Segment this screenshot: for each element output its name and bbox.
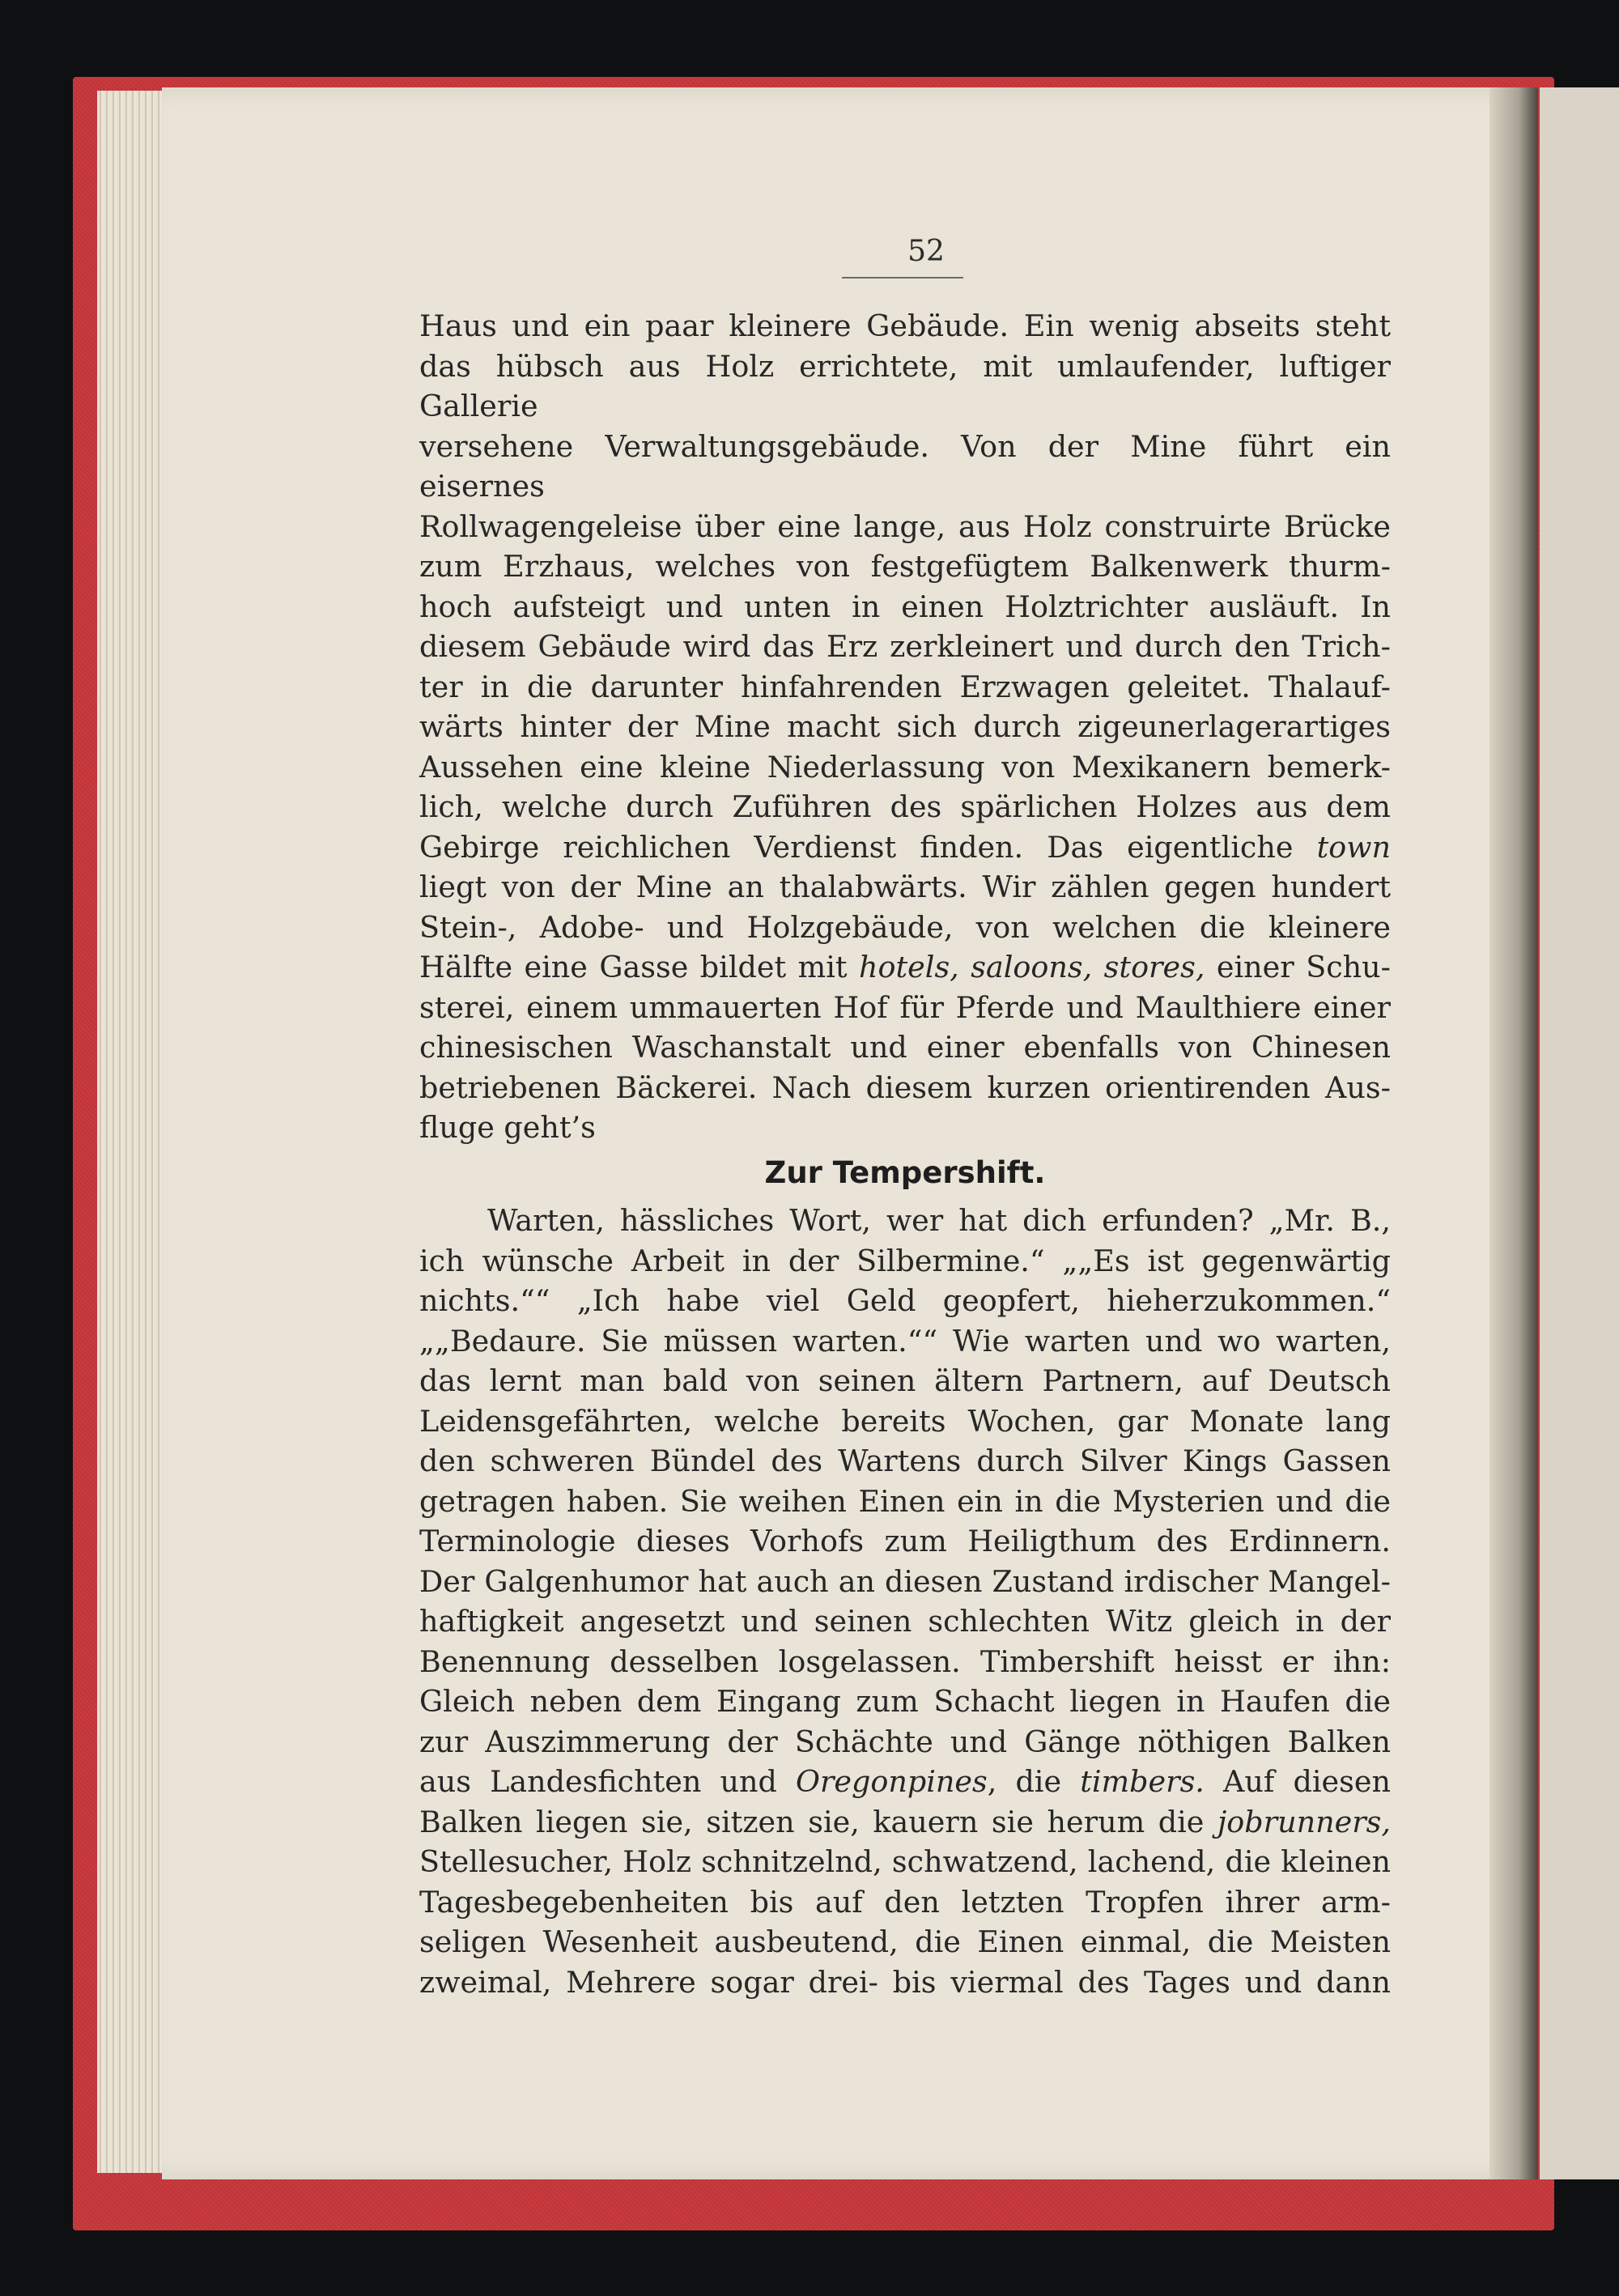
text-line: Warten, hässliches Wort, wer hat dich erfunden? „Mr. B.,: [487, 1203, 1391, 1238]
text-line: haftigkeit angesetzt und seinen schlechten Witz gleich in der: [419, 1604, 1391, 1639]
next-page-edge: [1540, 87, 1619, 2179]
text-line: ter in die darunter hinfahrenden Erzwagen geleitet. Thalauf-: [419, 669, 1391, 704]
text-line: Tagesbegebenheiten bis auf den letzten Tropfen ihrer arm-: [419, 1884, 1391, 1920]
text-span: einer Schu-: [1205, 950, 1391, 984]
text-span: Hälfte eine Gasse bildet mit: [419, 950, 860, 984]
italic-term: Oregonpines: [796, 1764, 988, 1799]
italic-term: town: [1316, 829, 1391, 865]
text-line: ich wünsche Arbeit in der Silbermine.“ „„Es ist gegenwärtig: [419, 1243, 1391, 1278]
body-text: [419, 306, 1391, 2002]
text-line: [419, 1762, 1391, 1802]
text-line: zur Auszimmerung der Schächte und Gänge nöthigen Balken: [419, 1724, 1391, 1759]
text-line: hoch aufsteigt und unten in einen Holztrichter ausläuft. In: [419, 589, 1391, 624]
text-line: Rollwagengeleise über eine lange, aus Holz construirte Brücke: [419, 508, 1391, 544]
text-line: Stellesucher, Holz schnitzelnd, schwatzend, lachend, die kleinen: [419, 1844, 1391, 1879]
text-line: Aussehen eine kleine Niederlassung von Mexikanern bemerk-: [419, 749, 1391, 784]
text-line: zum Erzhaus, welches von festgefügtem Balkenwerk thurm-: [419, 549, 1391, 584]
text-line: nichts.““ „Ich habe viel Geld geopfert, hieherzukommen.“: [419, 1283, 1391, 1318]
text-line: betriebenen Bäckerei. Nach diesem kurzen orientirenden Aus-: [419, 1069, 1391, 1105]
text-line: getragen haben. Sie weihen Einen ein in die Mysterien und die: [419, 1483, 1391, 1519]
italic-term: timbers.: [1080, 1764, 1205, 1799]
italic-term: hotels, saloons, stores,: [859, 950, 1205, 984]
text-line: das hübsch aus Holz errichtete, mit umlaufender, luftiger Gallerie: [419, 348, 1391, 423]
text-span: aus Landesfichten und: [419, 1764, 797, 1799]
text-line: Gleich neben dem Eingang zum Schacht liegen in Haufen die: [419, 1684, 1391, 1719]
text-line: sterei, einem ummauerten Hof für Pferde und Maulthiere einer: [419, 989, 1391, 1025]
section-heading: Zur Tempershift.: [764, 1154, 1046, 1190]
text-line: zweimal, Mehrere sogar drei- bis viermal des Tages und dann: [419, 1964, 1391, 2000]
italic-term: jobrunners,: [1217, 1804, 1391, 1839]
text-line: den schweren Bündel des Wartens durch Silver Kings Gassen: [419, 1444, 1391, 1478]
page-number-rule: [842, 277, 963, 278]
text-span: Auf diesen: [1204, 1764, 1391, 1799]
text-line: wärts hinter der Mine macht sich durch zigeunerlagerartiges: [419, 709, 1391, 744]
text-line: Der Galgenhumor hat auch an diesen Zustand irdischer Mangel-: [419, 1563, 1391, 1599]
text-line: Terminologie dieses Vorhofs zum Heiligthum des Erdinnern.: [419, 1524, 1391, 1558]
text-line: [419, 947, 1391, 988]
text-line: liegt von der Mine an thalabwärts. Wir zählen gegen hundert: [419, 870, 1391, 904]
text-line: diesem Gebäude wird das Erz zerkleinert und durch den Trich-: [419, 629, 1391, 664]
text-line: [419, 827, 1391, 868]
text-span: Gebirge reichlichen Verdienst finden. Das eigentliche: [419, 829, 1317, 865]
text-line: Benennung desselben losgelassen. Timbershift heisst er ihn:: [419, 1643, 1391, 1679]
text-line: das lernt man bald von seinen ältern Partnern, auf Deutsch: [419, 1363, 1391, 1398]
text-line: chinesischen Waschanstalt und einer ebenfalls von Chinesen: [419, 1030, 1391, 1065]
text-line: [419, 1802, 1391, 1843]
text-span: , die: [987, 1764, 1081, 1799]
text-line: Haus und ein paar kleinere Gebäude. Ein wenig abseits steht: [419, 308, 1391, 343]
text-line: lich, welche durch Zuführen des spärlichen Holzes aus dem: [419, 789, 1391, 824]
text-line: Stein-, Adobe- und Holzgebäude, von welchen die kleinere: [419, 909, 1391, 945]
text-line: „„Bedaure. Sie müssen warten.““ Wie warten und wo warten,: [419, 1323, 1391, 1358]
text-line: versehene Verwaltungsgebäude. Von der Mine führt ein eisernes: [419, 428, 1391, 504]
text-line: seligen Wesenheit ausbeutend, die Einen einmal, die Meisten: [419, 1924, 1391, 1959]
book-gutter: [1489, 87, 1538, 2179]
text-line: Leidensgefährten, welche bereits Wochen, gar Monate lang: [419, 1403, 1391, 1439]
text-line: fluge geht’s: [419, 1110, 596, 1145]
text-span: Balken liegen sie, sitzen sie, kauern sie herum die: [419, 1804, 1217, 1839]
page-number: 52: [907, 235, 945, 268]
